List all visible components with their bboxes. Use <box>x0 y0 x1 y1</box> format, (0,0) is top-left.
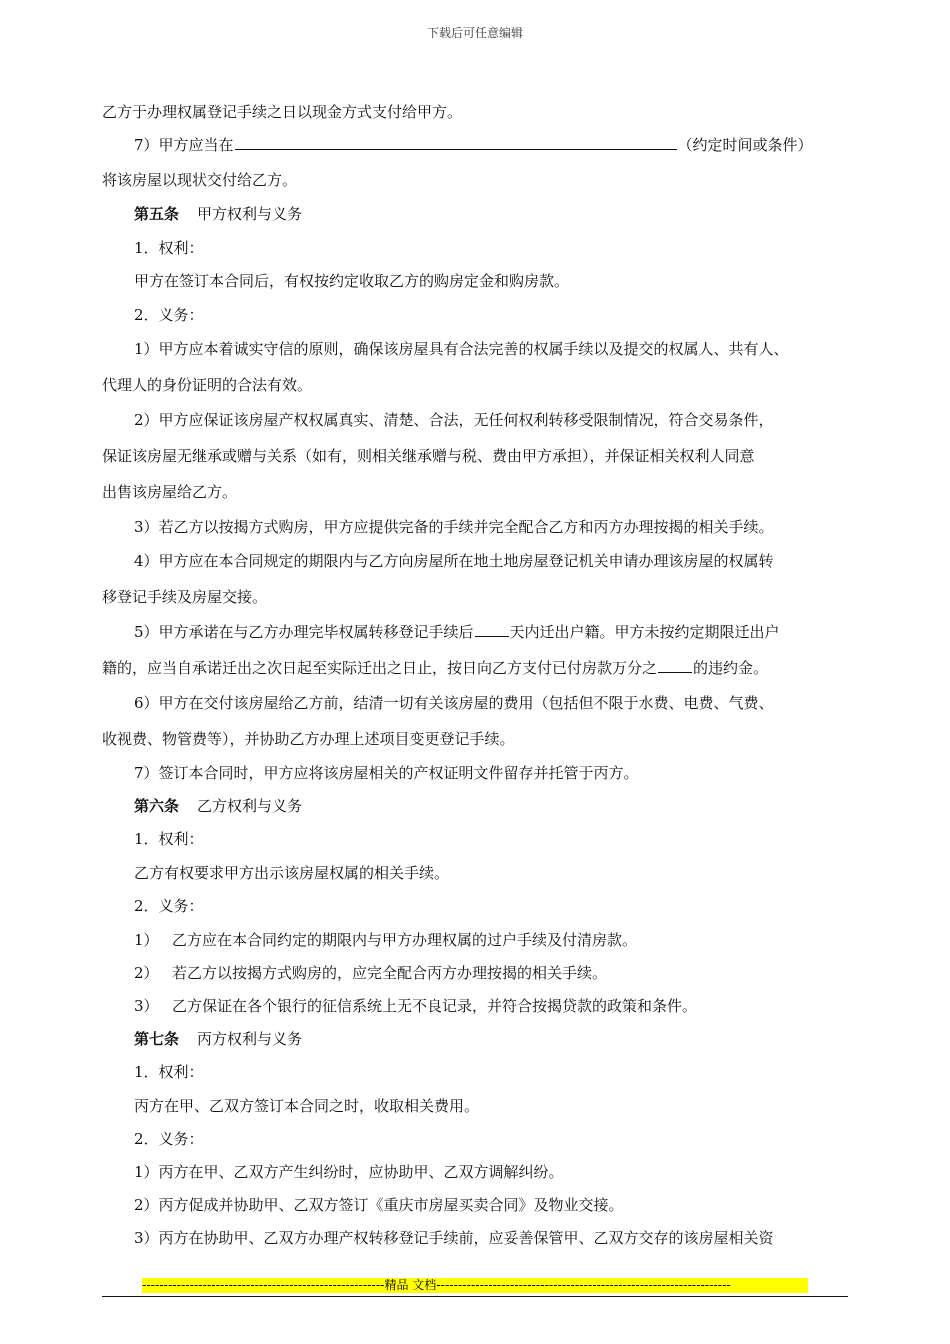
paragraph-line: 4）甲方应在本合同规定的期限内与乙方向房屋所在地土地房屋登记机关申请办理该房屋的权属转 <box>134 552 774 570</box>
paragraph-line: 出售该房屋给乙方。 <box>102 483 238 501</box>
list-text: 乙方应在本合同约定的期限内与甲方办理权属的过户手续及付清房款。 <box>172 931 638 949</box>
list-number: 1） <box>134 931 159 949</box>
list-text: 若乙方以按揭方式购房的，应完全配合丙方办理按揭的相关手续。 <box>172 964 608 982</box>
footer-label: 精品 文档 <box>384 1278 437 1292</box>
article-title: 乙方权利与义务 <box>197 797 303 815</box>
paragraph-line: 移登记手续及房屋交接。 <box>102 588 268 606</box>
paragraph-line: 3）丙方在协助甲、乙双方办理产权转移登记手续前，应妥善保管甲、乙双方交存的该房屋相关资 <box>134 1229 774 1247</box>
clause-text: 7）甲方应当在 <box>134 136 234 154</box>
clause-text: 的违约金。 <box>693 659 769 677</box>
article-heading <box>134 796 302 816</box>
clause-text: （约定时间或条件） <box>677 136 813 154</box>
fill-in-blank[interactable] <box>475 622 509 637</box>
article-title: 丙方权利与义务 <box>197 1030 303 1048</box>
paragraph-line: 2）丙方促成并协助甲、乙双方签订《重庆市房屋买卖合同》及物业交接。 <box>134 1196 624 1214</box>
article-title: 甲方权利与义务 <box>197 205 303 223</box>
fill-in-blank[interactable] <box>658 658 692 673</box>
section-label: 1．权利： <box>134 239 204 257</box>
paragraph-line: 6）甲方在交付该房屋给乙方前，结清一切有关该房屋的费用（包括但不限于水费、电费、气费、 <box>134 694 774 712</box>
paragraph-line: 1）丙方在甲、乙双方产生纠纷时，应协助甲、乙双方调解纠纷。 <box>134 1163 564 1181</box>
clause-text: 天内迁出户籍。甲方未按约定期限迁出户 <box>509 623 780 641</box>
article-heading <box>134 1029 302 1049</box>
list-number: 2） <box>134 964 159 982</box>
paragraph-line: 丙方在甲、乙双方签订本合同之时，收取相关费用。 <box>134 1097 480 1115</box>
section-label: 1．权利： <box>134 830 204 848</box>
paragraph-line: 保证该房屋无继承或赠与关系（如有，则相关继承赠与税、费由甲方承担），并保证相关权利人同意 <box>102 447 755 465</box>
paragraph-line: 甲方在签订本合同后，有权按约定收取乙方的购房定金和购房款。 <box>134 272 570 290</box>
paragraph-line <box>134 135 813 155</box>
article-number: 第六条 <box>134 797 180 815</box>
paragraph-line: 乙方有权要求甲方出示该房屋权属的相关手续。 <box>134 864 450 882</box>
clause-text: 籍的，应当自承诺迁出之次日起至实际迁出之日止，按日向乙方支付已付房款万分之 <box>102 659 658 677</box>
list-number: 3） <box>134 997 159 1015</box>
footer-rule <box>102 1296 848 1297</box>
footer-watermark <box>142 1278 808 1293</box>
paragraph-line: 1）甲方应本着诚实守信的原则，确保该房屋具有合法完善的权属手续以及提交的权属人、共有人、 <box>134 340 789 358</box>
paragraph-line: 代理人的身份证明的合法有效。 <box>102 376 313 394</box>
article-heading <box>134 204 302 224</box>
paragraph-line: 2）甲方应保证该房屋产权权属真实、清楚、合法，无任何权利转移受限制情况，符合交易条件， <box>134 411 774 429</box>
paragraph-line <box>134 622 780 642</box>
article-number: 第七条 <box>134 1030 180 1048</box>
paragraph-line: 乙方于办理权属登记手续之日以现金方式支付给甲方。 <box>102 103 463 121</box>
paragraph-line: 7）签订本合同时，甲方应将该房屋相关的产权证明文件留存并托管于丙方。 <box>134 764 639 782</box>
paragraph-line: 将该房屋以现状交付给乙方。 <box>102 171 298 189</box>
footer-dashes: -------------------------------------------------------- <box>142 1278 385 1292</box>
paragraph-line <box>102 658 768 678</box>
list-item <box>134 963 607 983</box>
page-header: 下载后可任意编辑 <box>426 26 523 40</box>
section-label: 2．义务： <box>134 1130 204 1148</box>
section-label: 2．义务： <box>134 897 204 915</box>
footer-dashes: -------------------------------------------------------------------- <box>436 1278 731 1292</box>
fill-in-blank[interactable] <box>235 135 677 150</box>
list-item <box>134 996 697 1016</box>
paragraph-line: 收视费、物管费等），并协助乙方办理上述项目变更登记手续。 <box>102 730 515 748</box>
clause-text: 5）甲方承诺在与乙方办理完毕权属转移登记手续后 <box>134 623 474 641</box>
section-label: 2．义务： <box>134 306 204 324</box>
list-text: 乙方保证在各个银行的征信系统上无不良记录，并符合按揭贷款的政策和条件。 <box>172 997 698 1015</box>
paragraph-line: 3）若乙方以按揭方式购房，甲方应提供完备的手续并完全配合乙方和丙方办理按揭的相关手续。 <box>134 518 774 536</box>
section-label: 1．权利： <box>134 1063 204 1081</box>
article-number: 第五条 <box>134 205 180 223</box>
list-item <box>134 930 637 950</box>
